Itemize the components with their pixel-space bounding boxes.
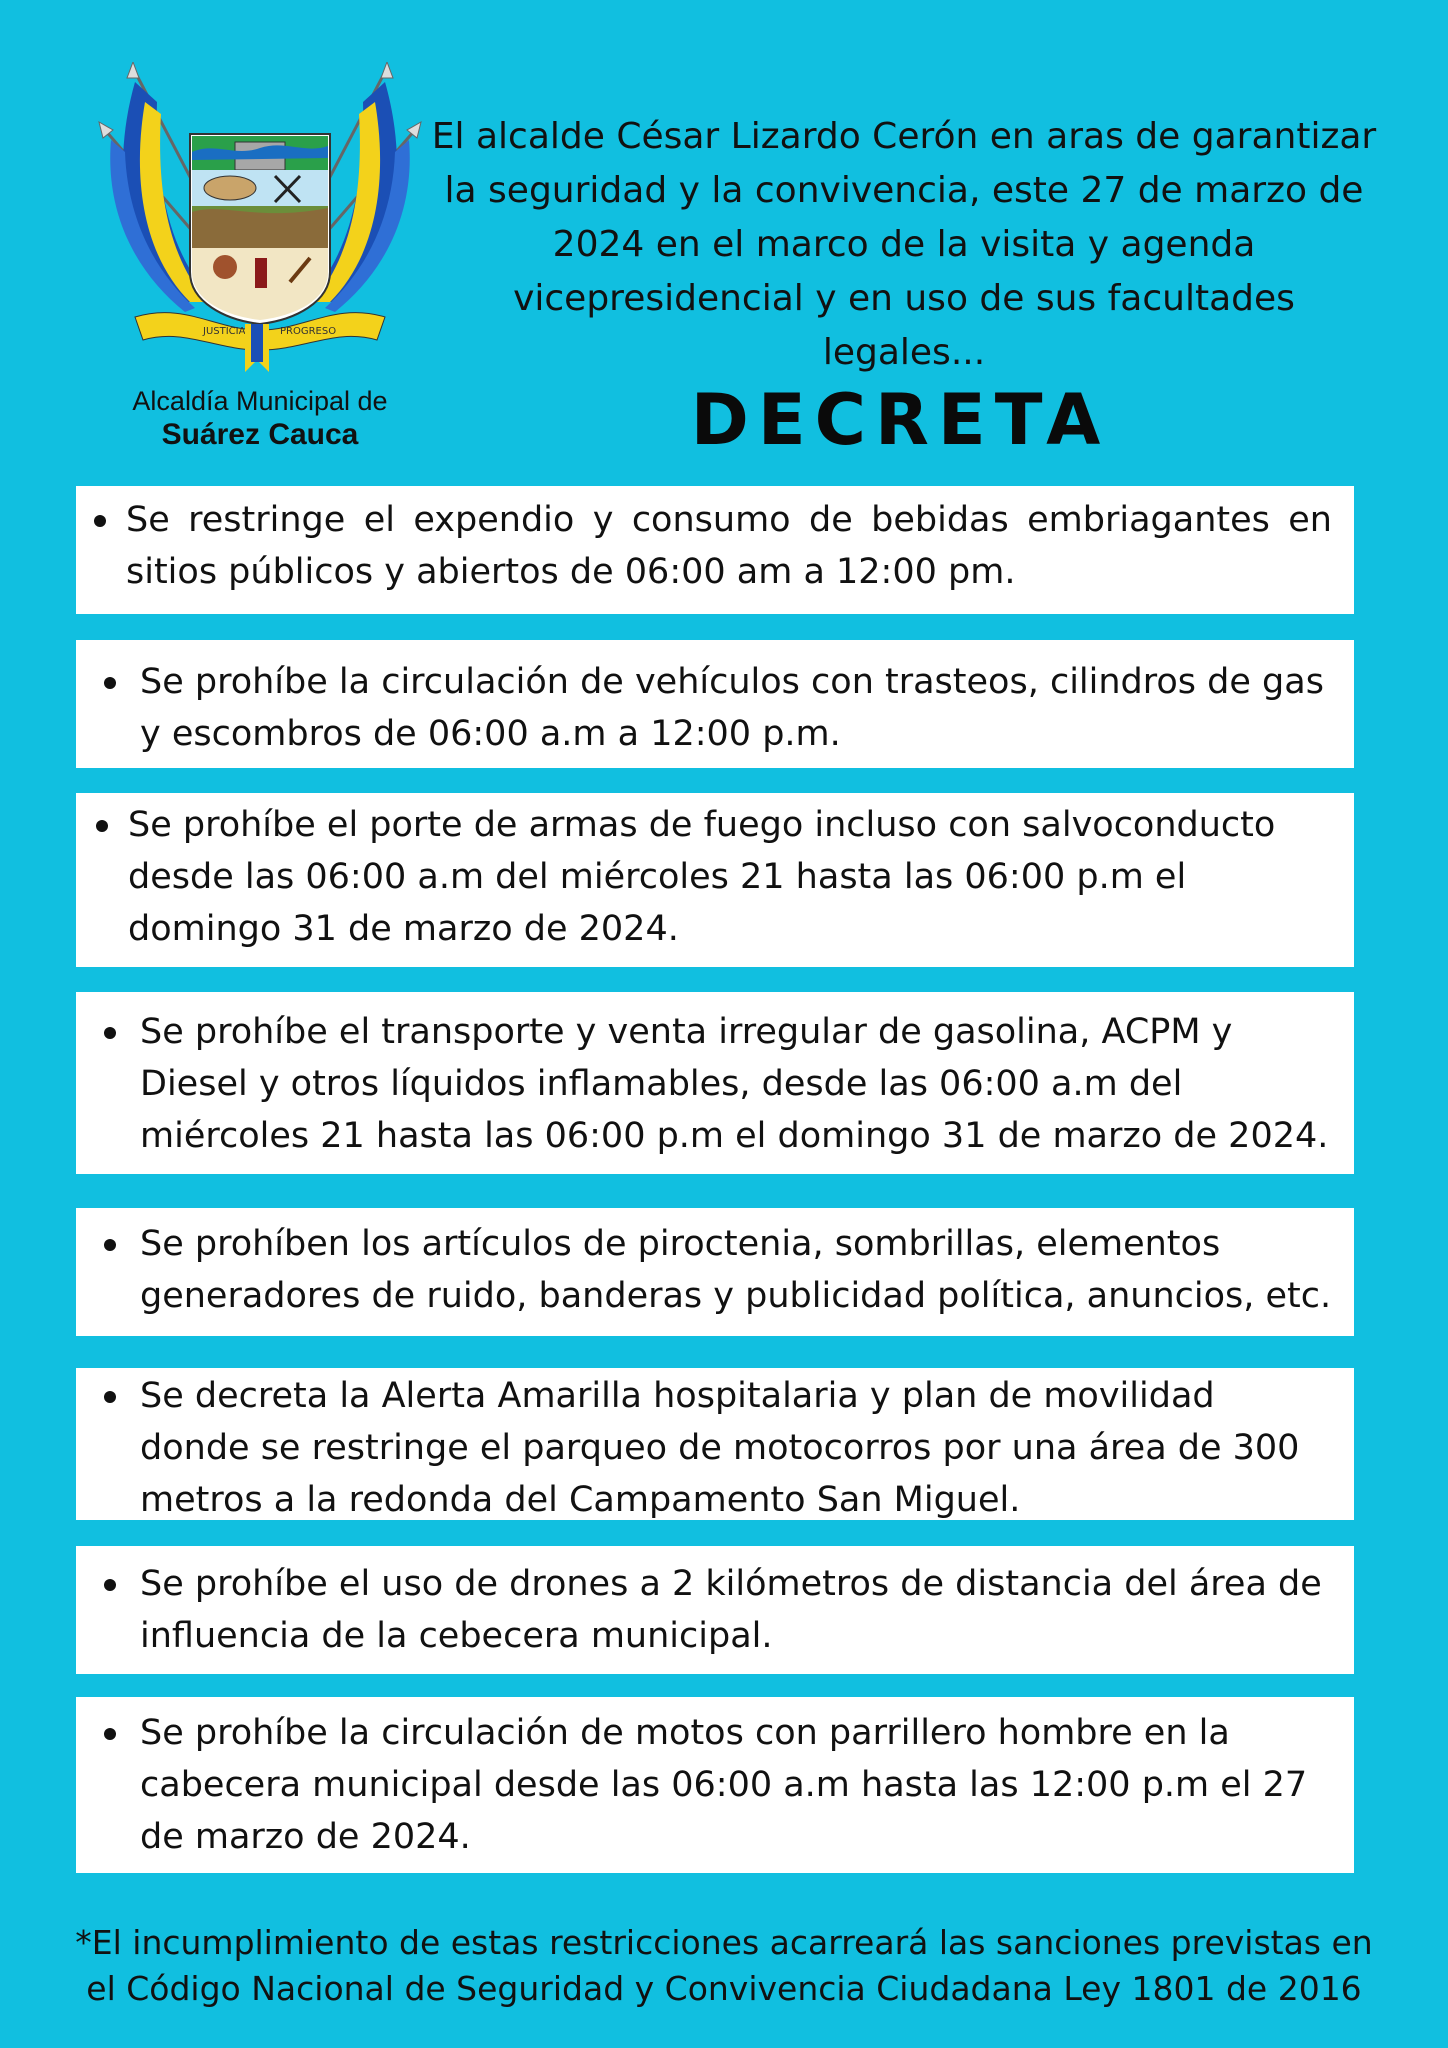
decree-item-box-8: [76, 1697, 1354, 1873]
decree-item-3: Se prohíbe el porte de armas de fuego incluso con salvoconducto desde las 06:00 a.m del miércoles 21 hasta las 06:00 p.m el domingo 31 de marzo de 2024.: [76, 799, 1354, 955]
decree-heading: DECRETA: [690, 379, 1110, 461]
decree-item-1: Se restringe el expendio y consumo de bebidas embriagantes en sitios públicos y abiertos de 06:00 am a 12:00 pm.: [76, 494, 1354, 598]
decree-item-box-5: [76, 1208, 1354, 1336]
caption-line-1: Alcaldía Municipal de: [132, 386, 388, 416]
coat-of-arms-icon: [95, 62, 425, 382]
decree-item-box-1: [76, 486, 1354, 614]
municipality-caption: [100, 384, 420, 452]
decree-item-box-2: [76, 640, 1354, 768]
crest-ribbon-right-text: PROGRESO: [280, 326, 337, 337]
decree-item-7: Se prohíbe el uso de drones a 2 kilómetros de distancia del área de influencia de la cebecera municipal.: [76, 1558, 1354, 1662]
caption-line-2: Suárez Cauca: [161, 418, 359, 451]
footnote: *El incumplimiento de estas restricciones acarreará las sanciones previstas en el Código Nacional de Seguridad y Convivencia Ciudadana Ley 1801 de 2016: [75, 1923, 1373, 2008]
decree-item-6: Se decreta la Alerta Amarilla hospitalaria y plan de movilidad donde se restringe el parqueo de motocorros por una área de 300 metros a la redonda del Campamento San Miguel.: [76, 1370, 1354, 1526]
municipal-coat-of-arms: [95, 62, 425, 382]
intro-text: El alcalde César Lizardo Cerón en aras de garantizar la seguridad y la convivencia, este 27 de marzo de 2024 en el marco de la visita y agenda vicepresidencial y en uso de sus facultades legales...: [431, 116, 1377, 373]
decree-item-4: Se prohíbe el transporte y venta irregular de gasolina, ACPM y Diesel y otros líquidos inflamables, desde las 06:00 a.m del miércoles 21 hasta las 06:00 p.m el domingo 31 de marzo de 2024.: [76, 1006, 1354, 1162]
decree-item-2: Se prohíbe la circulación de vehículos con trasteos, cilindros de gas y escombros de 06:00 a.m a 12:00 p.m.: [76, 656, 1354, 760]
decree-item-box-3: [76, 793, 1354, 967]
decree-item-box-6: [76, 1368, 1354, 1520]
crest-ribbon-left-text: JUSTICIA: [203, 326, 246, 337]
decree-item-5: Se prohíben los artículos de piroctenia, sombrillas, elementos generadores de ruido, banderas y publicidad política, anuncios, etc.: [76, 1218, 1354, 1322]
decree-item-box-4: [76, 992, 1354, 1174]
decree-item-box-7: [76, 1546, 1354, 1674]
decree-item-8: Se prohíbe la circulación de motos con parrillero hombre en la cabecera municipal desde las 06:00 a.m hasta las 12:00 p.m el 27 de marzo de 2024.: [76, 1707, 1354, 1863]
